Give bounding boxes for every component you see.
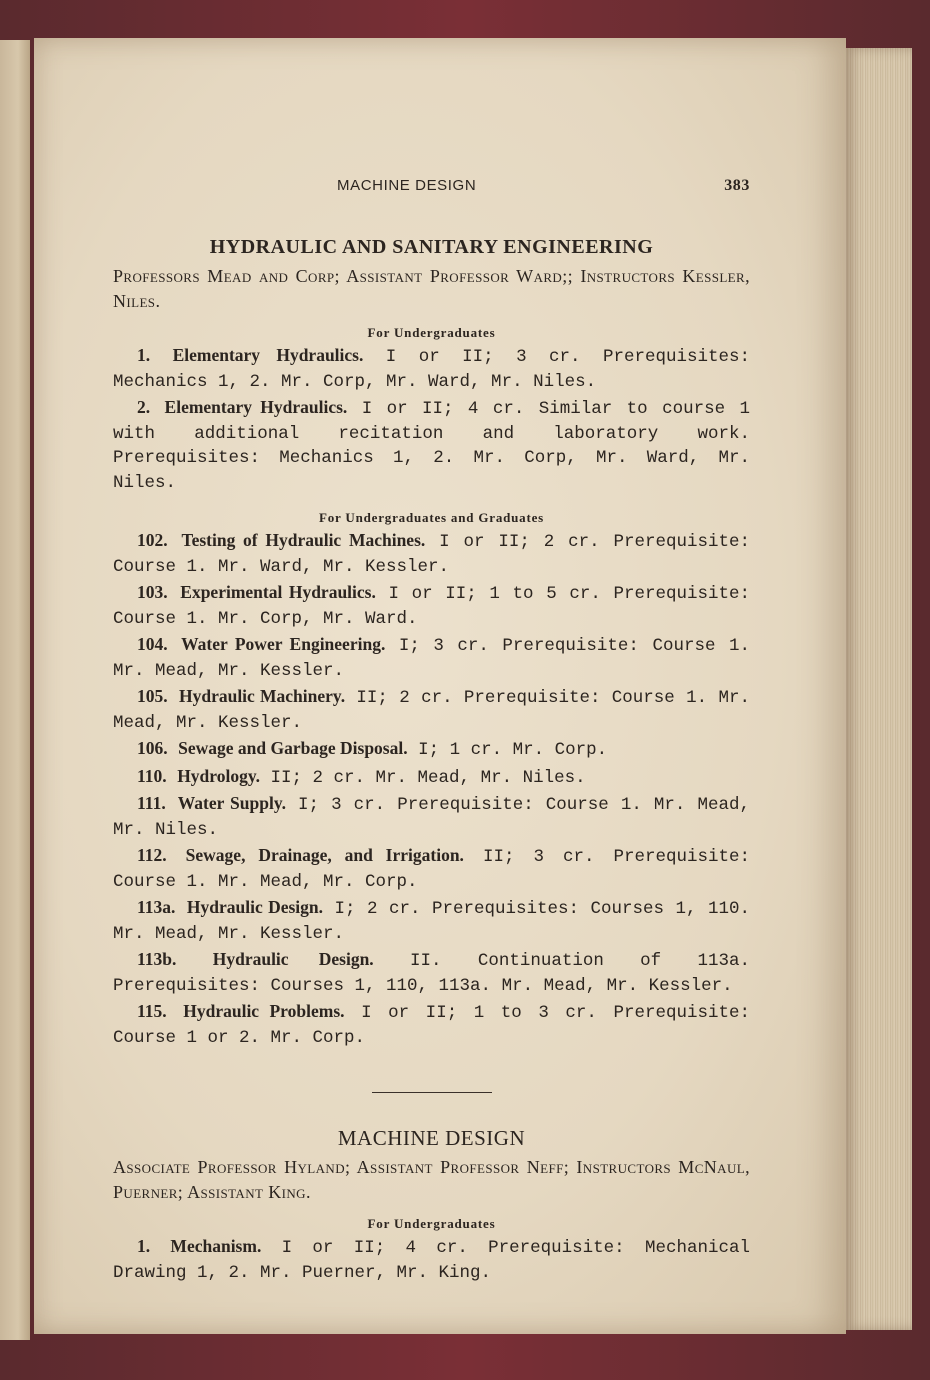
course-entry — [113, 843, 750, 894]
course-number: 115. — [137, 1001, 167, 1021]
course-entry — [113, 632, 750, 683]
course-entry — [113, 895, 750, 946]
course-number: 113b. — [137, 949, 177, 969]
facing-page-edge — [0, 40, 30, 1340]
course-title: Hydraulic Problems. — [183, 1001, 345, 1021]
course-number: 1. — [137, 1236, 151, 1256]
course-description: I or II; 4 cr. Prerequisite: Mechanical Drawing 1, 2. Mr. Puerner, Mr. King. — [113, 1238, 750, 1283]
course-list-undergrad — [113, 343, 750, 495]
course-description: I; 1 cr. Mr. Corp. — [418, 740, 608, 760]
course-title: Water Power Engineering. — [181, 634, 386, 654]
course-description: I; 2 cr. Prerequisites: Courses 1, 110. Mr. Mead, Mr. Kessler. — [113, 899, 750, 944]
grad-heading: For Undergraduates and Graduates — [318, 510, 545, 525]
course-title: Sewage, Drainage, and Irrigation. — [185, 845, 464, 865]
course-title: Elementary Hydraulics. — [164, 397, 348, 417]
course-description: I or II; 3 cr. Prerequisites: Mechanics 1, 2. Mr. Corp, Mr. Ward, Mr. Niles. — [113, 347, 750, 392]
section-title-hydraulic: HYDRAULIC AND SANITARY ENGINEERING — [209, 236, 654, 258]
course-entry — [113, 791, 750, 842]
course-number: 110. — [137, 765, 167, 786]
course-entry — [113, 580, 750, 631]
course-number: 112. — [137, 845, 167, 865]
course-entry — [113, 684, 750, 735]
course-title: Experimental Hydraulics. — [180, 582, 376, 602]
section-divider — [372, 1092, 492, 1093]
section-title-machine-design: MACHINE DESIGN — [337, 1126, 526, 1150]
course-description: II; 2 cr. Mr. Mead, Mr. Niles. — [270, 767, 586, 788]
undergrad-heading: For Undergraduates — [367, 325, 496, 340]
course-title: Mechanism. — [170, 1236, 262, 1256]
course-description: I; 3 cr. Prerequisite: Course 1. Mr. Mead, Mr. Niles. — [113, 795, 750, 840]
course-number: 103. — [137, 582, 168, 602]
course-title: Water Supply. — [177, 793, 286, 813]
course-number: 113a. — [137, 897, 176, 917]
course-entry — [113, 528, 750, 579]
course-description: I or II; 2 cr. Prerequisite: Course 1. Mr. Ward, Mr. Kessler. — [113, 532, 750, 577]
course-number: 105. — [137, 686, 168, 706]
course-number: 102. — [137, 530, 168, 550]
course-title: Hydrology. — [177, 765, 261, 786]
course-description: II; 3 cr. Prerequisite: Course 1. Mr. Mead, Mr. Corp. — [113, 847, 750, 892]
course-description: I or II; 1 to 5 cr. Prerequisite: Course 1. Mr. Corp, Mr. Ward. — [113, 584, 750, 629]
course-title: Sewage and Garbage Disposal. — [178, 738, 408, 758]
course-list-machine-design — [113, 1234, 750, 1285]
course-entry — [113, 1234, 750, 1285]
page-edges — [846, 48, 912, 1330]
course-number: 111. — [137, 793, 166, 813]
course-title: Testing of Hydraulic Machines. — [181, 530, 426, 550]
course-title: Hydraulic Machinery. — [178, 686, 346, 706]
course-description: II. Continuation of 113a. Prerequisites: Courses 1, 110, 113a. Mr. Mead, Mr. Kessler. — [113, 951, 750, 996]
course-entry — [113, 343, 750, 394]
faculty-list-machine-design: Associate Professor Hyland; Assistant Professor Neff; Instructors McNaul, Puerner; Assistant King. — [113, 1157, 750, 1202]
faculty-list-hydraulic: Professors Mead and Corp; Assistant Professor Ward;; Instructors Kessler, Niles. — [113, 266, 750, 311]
course-number: 106. — [137, 738, 168, 758]
undergrad-heading-2: For Undergraduates — [367, 1216, 496, 1231]
course-entry — [113, 395, 750, 495]
running-title: MACHINE DESIGN — [337, 177, 477, 194]
course-entry — [113, 736, 750, 763]
course-description: I or II; 4 cr. Similar to course 1 with additional recitation and laboratory work. Prerequisites: Mechanics 1, 2. Mr. Corp, Mr. Ward, Mr. Niles. — [113, 399, 750, 493]
running-header — [113, 170, 750, 200]
course-description: I; 3 cr. Prerequisite: Course 1. Mr. Mead, Mr. Kessler. — [113, 636, 750, 681]
course-entry — [113, 764, 750, 791]
course-description: I or II; 1 to 3 cr. Prerequisite: Course 1 or 2. Mr. Corp. — [113, 1003, 750, 1048]
page-text — [113, 170, 750, 1286]
page-number: 383 — [724, 177, 750, 194]
course-number: 104. — [137, 634, 168, 654]
course-entry — [113, 947, 750, 998]
course-entry — [113, 999, 750, 1050]
course-number: 1. — [137, 345, 151, 365]
course-title: Hydraulic Design. — [186, 897, 324, 917]
course-number: 2. — [137, 397, 151, 417]
course-list-grad — [113, 528, 750, 1050]
course-title: Elementary Hydraulics. — [172, 345, 364, 365]
course-description: II; 2 cr. Prerequisite: Course 1. Mr. Mead, Mr. Kessler. — [113, 688, 750, 733]
course-title: Hydraulic Design. — [212, 949, 374, 969]
